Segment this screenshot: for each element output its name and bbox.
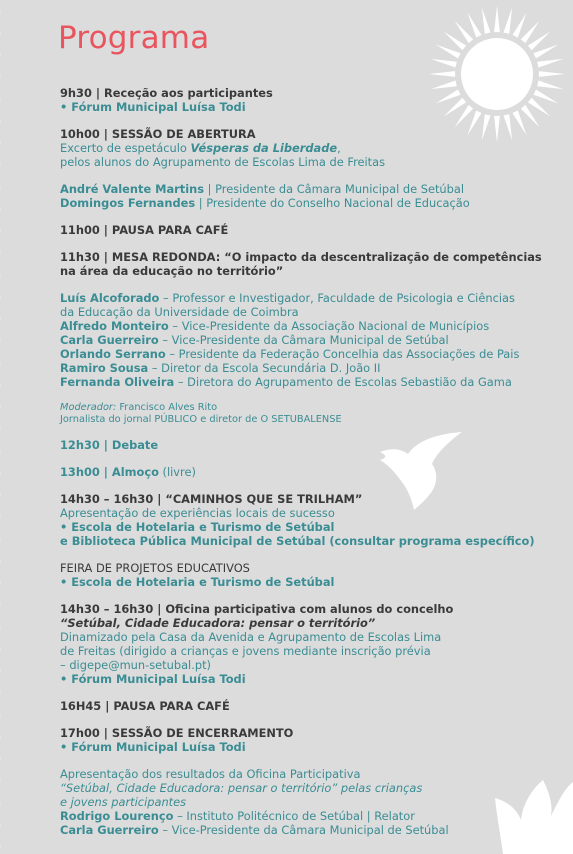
program-line [60,699,560,713]
program-line [60,347,560,361]
text-run: Apresentação de experiências locais de sucesso [60,506,335,520]
program-block-s4 [60,223,560,237]
text-run: da Educação da Universidade de Coimbra [60,305,299,319]
program-block-s10 [60,492,560,548]
program-line [60,305,560,319]
text-run: – digepe@mun-setubal.pt) [60,658,211,672]
program-line [60,520,560,534]
text-run: 14h30 – 16h30 | “CAMINHOS QUE SE TRILHAM” [60,492,363,506]
text-run: Rodrigo Lourenço [60,809,174,823]
text-run: , [337,141,341,155]
text-run: – Vice-Presidente da Câmara Municipal de Setúbal [158,333,449,347]
program-line [60,141,560,155]
program-block-s7 [60,402,560,425]
text-run: (livre) [158,465,196,479]
text-run: Dinamizado pela Casa da Avenida e Agrupamento de Escolas Lima [60,630,442,644]
program-line [60,740,560,754]
text-run: André Valente Martins [60,182,205,196]
program-line [60,264,560,278]
text-run: • Fórum Municipal Luísa Todi [60,740,246,754]
text-run: – Diretor da Escola Secundária D. João II [148,361,381,375]
program-line [60,726,560,740]
program-block-s1 [60,86,560,114]
program-block-s6 [60,291,560,389]
text-run: – Vice-Presidente da Associação Nacional de Municípios [168,319,490,333]
scalloped-left-edge [0,0,11,854]
text-run: 16H45 | PAUSA PARA CAFÉ [60,699,230,713]
text-run: pelas crianças [337,781,423,795]
program-line [60,809,560,823]
text-run: 11h00 | PAUSA PARA CAFÉ [60,223,229,237]
text-run: pelos alunos do Agrupamento de Escolas Lima de Freitas [60,155,386,169]
text-run: Carla Guerreiro [60,823,159,837]
program-line [60,658,560,672]
program-line [60,361,560,375]
program-line [60,127,560,141]
program-line [60,616,560,630]
program-line [60,196,560,210]
text-run: – Presidente da Federação Concelhia das Associações de Pais [165,347,520,361]
text-run: 13h00 | Almoço [60,465,159,479]
text-run: • Escola de Hotelaria e Turismo de Setúbal [60,520,335,534]
program-line [60,575,560,589]
program-block-s2 [60,127,560,169]
text-run: Excerto de espetáculo [60,141,191,155]
text-run: Alfredo Monteiro [60,319,169,333]
program-line [60,402,560,414]
text-run: 14h30 – 16h30 | Oficina participativa com alunos do concelho [60,602,454,616]
program-block-s13 [60,699,560,713]
program-line [60,506,560,520]
program-line [60,644,560,658]
program-line [60,602,560,616]
text-run: Jornalista do jornal PÚBLICO e diretor de O SETUBALENSE [60,413,342,425]
text-run: 12h30 | Debate [60,438,159,452]
text-run: FEIRA DE PROJETOS EDUCATIVOS [60,561,250,575]
text-run: “Setúbal, Cidade Educadora: pensar o território” [60,781,338,795]
text-run: Domingos Fernandes [60,196,196,210]
program-line [60,795,560,809]
program-block-s5 [60,250,560,278]
page-title: Programa [58,20,210,56]
program-block-s9 [60,465,560,479]
text-run: | Presidente da Câmara Municipal de Setúbal [204,182,465,196]
program-block-s14 [60,726,560,754]
program-block-s15 [60,767,560,837]
program-schedule [60,86,560,850]
program-line [60,319,560,333]
text-run: – Professor e Investigador, Faculdade de Psicologia e Ciências [159,291,515,305]
text-run: 17h00 | SESSÃO DE ENCERRAMENTO [60,726,294,740]
text-run: Moderador: [60,402,117,413]
program-line [60,561,560,575]
program-line [60,630,560,644]
program-block-s11 [60,561,560,589]
text-run: Carla Guerreiro [60,333,159,347]
program-line [60,492,560,506]
program-line [60,182,560,196]
program-line [60,823,560,837]
program-block-s3 [60,182,560,210]
program-line [60,223,560,237]
text-run: “Setúbal, Cidade Educadora: pensar o território” [60,616,376,630]
program-line [60,291,560,305]
text-run: 9h30 | Receção aos participantes [60,86,273,100]
text-run: – Diretora do Agrupamento de Escolas Sebastião da Gama [174,375,512,389]
program-line [60,375,560,389]
text-run: 11h30 | MESA REDONDA: “O impacto da descentralização de competências [60,250,542,264]
text-run: • Fórum Municipal Luísa Todi [60,672,246,686]
text-run: e Biblioteca Pública Municipal de Setúbal (consultar programa específico) [60,534,535,548]
text-run: Vésperas da Liberdade [190,141,338,155]
program-line [60,438,560,452]
text-run: • Escola de Hotelaria e Turismo de Setúbal [60,575,335,589]
text-run: – Vice-Presidente da Câmara Municipal de Setúbal [158,823,449,837]
text-run: de Freitas (dirigido a crianças e jovens mediante inscrição prévia [60,644,431,658]
program-line [60,414,560,426]
text-run: – Instituto Politécnico de Setúbal | Relator [173,809,415,823]
text-run: e jovens participantes [60,795,187,809]
program-line [60,672,560,686]
program-line [60,781,560,795]
program-line [60,100,560,114]
text-run: Luís Alcoforado [60,291,160,305]
program-line [60,465,560,479]
text-run: na área da educação no território” [60,264,284,278]
program-block-s8 [60,438,560,452]
program-line [60,534,560,548]
program-line [60,86,560,100]
text-run: Ramiro Sousa [60,361,149,375]
text-run: Francisco Alves Rito [116,402,218,413]
program-line [60,767,560,781]
program-line [60,333,560,347]
text-run: Fernanda Oliveira [60,375,175,389]
program-line [60,250,560,264]
text-run: 10h00 | SESSÃO DE ABERTURA [60,127,256,141]
text-run: • Fórum Municipal Luísa Todi [60,100,246,114]
text-run: | Presidente do Conselho Nacional de Educação [195,196,470,210]
program-block-s12 [60,602,560,686]
text-run: Apresentação dos resultados da Oficina Participativa [60,767,361,781]
program-line [60,155,560,169]
text-run: Orlando Serrano [60,347,166,361]
